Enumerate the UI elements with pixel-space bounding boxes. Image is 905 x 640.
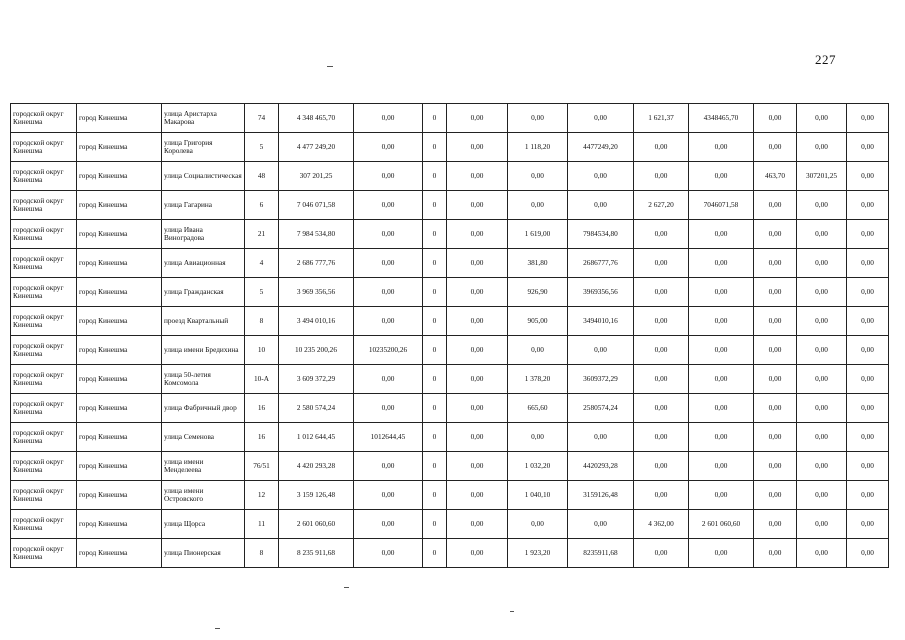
table-cell: город Кинешма xyxy=(77,481,162,510)
table-cell: 0,00 xyxy=(634,336,689,365)
table-cell: 0,00 xyxy=(754,481,797,510)
table-row xyxy=(11,539,889,568)
table-cell: 0,00 xyxy=(354,365,423,394)
table-cell: улица Фабричный двор xyxy=(162,394,245,423)
table-cell: 5 xyxy=(245,133,279,162)
table-cell: 4 362,00 xyxy=(634,510,689,539)
table-cell: 0,00 xyxy=(797,452,847,481)
table-cell: 0 xyxy=(423,336,447,365)
table-cell: 0,00 xyxy=(354,249,423,278)
table-cell: город Кинешма xyxy=(77,423,162,452)
page-number: 227 xyxy=(815,52,836,67)
table-cell: город Кинешма xyxy=(77,133,162,162)
table-cell: 0,00 xyxy=(754,104,797,133)
table-cell: 0,00 xyxy=(634,162,689,191)
table-cell: 0,00 xyxy=(568,423,634,452)
table-cell: 4 477 249,20 xyxy=(279,133,354,162)
table-cell: улица Гагарина xyxy=(162,191,245,220)
scan-speck xyxy=(344,587,349,588)
table-cell: 381,80 xyxy=(508,249,568,278)
table-cell: 0,00 xyxy=(689,365,754,394)
table-cell: 0,00 xyxy=(568,162,634,191)
table-cell: город Кинешма xyxy=(77,307,162,336)
table-cell: 0 xyxy=(423,394,447,423)
table-cell: 0,00 xyxy=(634,452,689,481)
table-cell: городской округ Кинешма xyxy=(11,452,77,481)
table-cell: 0,00 xyxy=(847,365,889,394)
table-cell: 0,00 xyxy=(754,307,797,336)
table-cell: 0 xyxy=(423,481,447,510)
table-cell: 463,70 xyxy=(754,162,797,191)
table-cell: 48 xyxy=(245,162,279,191)
table-cell: городской округ Кинешма xyxy=(11,307,77,336)
table-cell: 16 xyxy=(245,423,279,452)
table-cell: улица имени Бредихина xyxy=(162,336,245,365)
table-cell: 0,00 xyxy=(354,539,423,568)
table-cell: 926,90 xyxy=(508,278,568,307)
table-cell: 0,00 xyxy=(689,220,754,249)
table-cell: 0,00 xyxy=(689,539,754,568)
table-cell: городской округ Кинешма xyxy=(11,336,77,365)
table-cell: город Кинешма xyxy=(77,278,162,307)
table-cell: улица Щорса xyxy=(162,510,245,539)
table-cell: 0,00 xyxy=(354,162,423,191)
table-cell: 8 xyxy=(245,539,279,568)
table-cell: 0,00 xyxy=(797,191,847,220)
table-cell: 0,00 xyxy=(447,452,508,481)
table-cell: город Кинешма xyxy=(77,336,162,365)
table-cell: 0,00 xyxy=(447,307,508,336)
table-cell: 1 118,20 xyxy=(508,133,568,162)
table-cell: городской округ Кинешма xyxy=(11,365,77,394)
table-cell: 0,00 xyxy=(447,133,508,162)
table-cell: 0 xyxy=(423,278,447,307)
register-table xyxy=(10,103,889,568)
table-cell: 665,60 xyxy=(508,394,568,423)
table-cell: 0,00 xyxy=(797,394,847,423)
table-cell: 0,00 xyxy=(754,539,797,568)
table-cell: городской округ Кинешма xyxy=(11,510,77,539)
table-cell: 0,00 xyxy=(689,278,754,307)
table-cell: 1 012 644,45 xyxy=(279,423,354,452)
table-cell: 21 xyxy=(245,220,279,249)
table-cell: 0,00 xyxy=(797,336,847,365)
table-cell: 0,00 xyxy=(568,336,634,365)
table-cell: 10 235 200,26 xyxy=(279,336,354,365)
table-cell: 0 xyxy=(423,423,447,452)
table-cell: город Кинешма xyxy=(77,220,162,249)
table-cell: 0,00 xyxy=(634,307,689,336)
table-cell: 7046071,58 xyxy=(689,191,754,220)
table-cell: 1 923,20 xyxy=(508,539,568,568)
table-cell: 0,00 xyxy=(447,423,508,452)
table-cell: 0,00 xyxy=(847,452,889,481)
table-row xyxy=(11,365,889,394)
table-cell: 0,00 xyxy=(847,423,889,452)
table-cell: 12 xyxy=(245,481,279,510)
table-cell: 0,00 xyxy=(797,278,847,307)
table-cell: 0,00 xyxy=(508,104,568,133)
table-cell: 0,00 xyxy=(689,162,754,191)
table-row xyxy=(11,220,889,249)
table-cell: 8235911,68 xyxy=(568,539,634,568)
table-cell: город Кинешма xyxy=(77,249,162,278)
table-cell: 0,00 xyxy=(354,481,423,510)
table-cell: 3494010,16 xyxy=(568,307,634,336)
table-cell: городской округ Кинешма xyxy=(11,423,77,452)
table-cell: 0 xyxy=(423,307,447,336)
table-cell: 5 xyxy=(245,278,279,307)
table-cell: 0,00 xyxy=(754,510,797,539)
table-cell: 4 xyxy=(245,249,279,278)
table-cell: 0,00 xyxy=(447,104,508,133)
table-cell: 0 xyxy=(423,104,447,133)
table-cell: 2 686 777,76 xyxy=(279,249,354,278)
table-cell: 0,00 xyxy=(447,191,508,220)
table-cell: 0,00 xyxy=(797,133,847,162)
table-cell: 0,00 xyxy=(797,510,847,539)
table-cell: 0,00 xyxy=(354,220,423,249)
table-cell: 0,00 xyxy=(847,307,889,336)
table-row xyxy=(11,162,889,191)
table-cell: город Кинешма xyxy=(77,104,162,133)
table-cell: улица 50-летия Комсомола xyxy=(162,365,245,394)
table-cell: 0,00 xyxy=(754,133,797,162)
table-cell: 0,00 xyxy=(508,162,568,191)
table-cell: 1 378,20 xyxy=(508,365,568,394)
table-cell: 0 xyxy=(423,539,447,568)
table-cell: 0,00 xyxy=(847,394,889,423)
table-cell: 0,00 xyxy=(447,365,508,394)
scan-speck xyxy=(510,611,514,612)
table-cell: 10 xyxy=(245,336,279,365)
table-cell: 4477249,20 xyxy=(568,133,634,162)
table-cell: 3159126,48 xyxy=(568,481,634,510)
table-cell: 0,00 xyxy=(847,336,889,365)
table-cell: 2 601 060,60 xyxy=(689,510,754,539)
table-cell: 1 040,10 xyxy=(508,481,568,510)
table-cell: 307 201,25 xyxy=(279,162,354,191)
table-cell: 0,00 xyxy=(847,278,889,307)
table-cell: город Кинешма xyxy=(77,452,162,481)
table-cell: 1 619,00 xyxy=(508,220,568,249)
table-cell: 11 xyxy=(245,510,279,539)
table-cell: городской округ Кинешма xyxy=(11,191,77,220)
table-cell: 4420293,28 xyxy=(568,452,634,481)
table-cell: 4348465,70 xyxy=(689,104,754,133)
table-cell: 0,00 xyxy=(354,452,423,481)
table-row xyxy=(11,481,889,510)
table-cell: 0,00 xyxy=(447,249,508,278)
table-cell: 0,00 xyxy=(689,423,754,452)
table-cell: 2580574,24 xyxy=(568,394,634,423)
table-cell: 0,00 xyxy=(847,104,889,133)
table-cell: 0,00 xyxy=(847,481,889,510)
table-cell: 0,00 xyxy=(634,423,689,452)
table-cell: 0,00 xyxy=(847,539,889,568)
table-cell: 0,00 xyxy=(568,510,634,539)
table-cell: 0,00 xyxy=(689,394,754,423)
table-cell: 0,00 xyxy=(847,191,889,220)
table-cell: 0,00 xyxy=(689,133,754,162)
table-row xyxy=(11,394,889,423)
table-cell: 2 580 574,24 xyxy=(279,394,354,423)
table-row xyxy=(11,133,889,162)
table-cell: 10235200,26 xyxy=(354,336,423,365)
table-cell: 0,00 xyxy=(754,191,797,220)
table-cell: 0,00 xyxy=(754,423,797,452)
table-cell: городской округ Кинешма xyxy=(11,394,77,423)
table-row xyxy=(11,336,889,365)
table-cell: 2 601 060,60 xyxy=(279,510,354,539)
table-cell: 0,00 xyxy=(354,307,423,336)
table-cell: 74 xyxy=(245,104,279,133)
table-cell: 0,00 xyxy=(689,307,754,336)
table-cell: 0,00 xyxy=(847,249,889,278)
table-cell: 0,00 xyxy=(447,539,508,568)
table-cell: 0,00 xyxy=(354,394,423,423)
table-row xyxy=(11,307,889,336)
table-cell: 0,00 xyxy=(634,133,689,162)
table-row xyxy=(11,191,889,220)
table-cell: 0 xyxy=(423,365,447,394)
table-cell: 2 627,20 xyxy=(634,191,689,220)
table-cell: 0,00 xyxy=(754,365,797,394)
table-row xyxy=(11,423,889,452)
table-cell: 0,00 xyxy=(754,336,797,365)
table-cell: городской округ Кинешма xyxy=(11,278,77,307)
table-cell: город Кинешма xyxy=(77,394,162,423)
table-cell: 3 609 372,29 xyxy=(279,365,354,394)
table-cell: улица имени Менделеева xyxy=(162,452,245,481)
table-cell: 0,00 xyxy=(634,365,689,394)
table-cell: улица имени Островского xyxy=(162,481,245,510)
table-cell: улица Семенова xyxy=(162,423,245,452)
table-cell: 8 xyxy=(245,307,279,336)
table-cell: 0 xyxy=(423,510,447,539)
table-cell: 8 235 911,68 xyxy=(279,539,354,568)
table-cell: 2686777,76 xyxy=(568,249,634,278)
table-cell: город Кинешма xyxy=(77,162,162,191)
table-cell: 1012644,45 xyxy=(354,423,423,452)
table-cell: 307201,25 xyxy=(797,162,847,191)
table-cell: 0,00 xyxy=(634,481,689,510)
table-cell: 0,00 xyxy=(797,249,847,278)
table-cell: 6 xyxy=(245,191,279,220)
table-cell: 10-А xyxy=(245,365,279,394)
table-cell: 0 xyxy=(423,162,447,191)
table-row xyxy=(11,452,889,481)
table-cell: 0,00 xyxy=(568,191,634,220)
table-cell: 3969356,56 xyxy=(568,278,634,307)
table-cell: городской округ Кинешма xyxy=(11,162,77,191)
scan-speck xyxy=(215,628,220,629)
table-cell: 0,00 xyxy=(508,191,568,220)
table-cell: 0 xyxy=(423,220,447,249)
table-cell: 0,00 xyxy=(447,278,508,307)
table-cell: 0,00 xyxy=(754,249,797,278)
table-cell: городской округ Кинешма xyxy=(11,249,77,278)
table-cell: городской округ Кинешма xyxy=(11,481,77,510)
table-cell: 905,00 xyxy=(508,307,568,336)
table-cell: город Кинешма xyxy=(77,191,162,220)
table-cell: 0,00 xyxy=(634,249,689,278)
table-cell: городской округ Кинешма xyxy=(11,104,77,133)
table-cell: 0,00 xyxy=(797,220,847,249)
table-cell: 0,00 xyxy=(634,220,689,249)
table-cell: 0,00 xyxy=(354,510,423,539)
table-cell: 0 xyxy=(423,133,447,162)
table-cell: 7984534,80 xyxy=(568,220,634,249)
table-cell: 0,00 xyxy=(447,162,508,191)
table-cell: 1 032,20 xyxy=(508,452,568,481)
table-cell: 0,00 xyxy=(354,191,423,220)
table-cell: 0,00 xyxy=(447,481,508,510)
table-cell: 3 969 356,56 xyxy=(279,278,354,307)
table-cell: город Кинешма xyxy=(77,510,162,539)
table-cell: 0,00 xyxy=(447,510,508,539)
table-cell: 0,00 xyxy=(354,104,423,133)
table-cell: улица Ивана Виноградова xyxy=(162,220,245,249)
table-cell: проезд Квартальный xyxy=(162,307,245,336)
table-cell: 7 046 071,58 xyxy=(279,191,354,220)
table-cell: 0,00 xyxy=(354,278,423,307)
table-cell: 0,00 xyxy=(354,133,423,162)
table-cell: 0,00 xyxy=(634,539,689,568)
table-cell: городской округ Кинешма xyxy=(11,539,77,568)
table-body xyxy=(11,104,889,568)
table-cell: 0,00 xyxy=(447,220,508,249)
table-cell: 0,00 xyxy=(797,365,847,394)
table-cell: улица Авиационная xyxy=(162,249,245,278)
table-cell: 0,00 xyxy=(797,423,847,452)
table-cell: 0,00 xyxy=(689,249,754,278)
table-cell: 0,00 xyxy=(568,104,634,133)
table-cell: 0,00 xyxy=(847,510,889,539)
table-cell: 0,00 xyxy=(754,452,797,481)
table-cell: 0,00 xyxy=(797,104,847,133)
table-cell: 0,00 xyxy=(847,162,889,191)
table-cell: 0,00 xyxy=(797,481,847,510)
table-cell: 16 xyxy=(245,394,279,423)
table-cell: город Кинешма xyxy=(77,365,162,394)
table-cell: улица Пионерская xyxy=(162,539,245,568)
table-cell: 7 984 534,80 xyxy=(279,220,354,249)
table-cell: 0,00 xyxy=(447,394,508,423)
table-row xyxy=(11,510,889,539)
table-cell: 0 xyxy=(423,191,447,220)
table-cell: 0,00 xyxy=(754,278,797,307)
table-cell: 4 348 465,70 xyxy=(279,104,354,133)
table-cell: 0,00 xyxy=(754,394,797,423)
table-cell: 0,00 xyxy=(754,220,797,249)
table-cell: 3609372,29 xyxy=(568,365,634,394)
table-cell: 0,00 xyxy=(689,452,754,481)
table-row xyxy=(11,249,889,278)
table-cell: 3 494 010,16 xyxy=(279,307,354,336)
table-cell: 0,00 xyxy=(689,336,754,365)
table-cell: городской округ Кинешма xyxy=(11,133,77,162)
table-cell: 0,00 xyxy=(689,481,754,510)
table-cell: 0,00 xyxy=(447,336,508,365)
table-cell: 0,00 xyxy=(508,336,568,365)
table-cell: 0,00 xyxy=(634,394,689,423)
table-cell: 0 xyxy=(423,249,447,278)
table-cell: 0,00 xyxy=(847,220,889,249)
table-cell: 0,00 xyxy=(508,423,568,452)
table-cell: улица Гражданская xyxy=(162,278,245,307)
table-cell: 76/51 xyxy=(245,452,279,481)
table-cell: 0,00 xyxy=(797,307,847,336)
table-cell: городской округ Кинешма xyxy=(11,220,77,249)
table-cell: 0,00 xyxy=(797,539,847,568)
table-cell: улица Аристарха Макарова xyxy=(162,104,245,133)
table-cell: город Кинешма xyxy=(77,539,162,568)
table-cell: 0 xyxy=(423,452,447,481)
table-cell: 1 621,37 xyxy=(634,104,689,133)
table-cell: 4 420 293,28 xyxy=(279,452,354,481)
table-cell: 0,00 xyxy=(634,278,689,307)
table-row xyxy=(11,278,889,307)
table-cell: 3 159 126,48 xyxy=(279,481,354,510)
table-cell: 0,00 xyxy=(508,510,568,539)
table-cell: улица Григория Королева xyxy=(162,133,245,162)
table-cell: 0,00 xyxy=(847,133,889,162)
table-cell: улица Социалистическая xyxy=(162,162,245,191)
table-row xyxy=(11,104,889,133)
scan-speck xyxy=(327,66,333,67)
